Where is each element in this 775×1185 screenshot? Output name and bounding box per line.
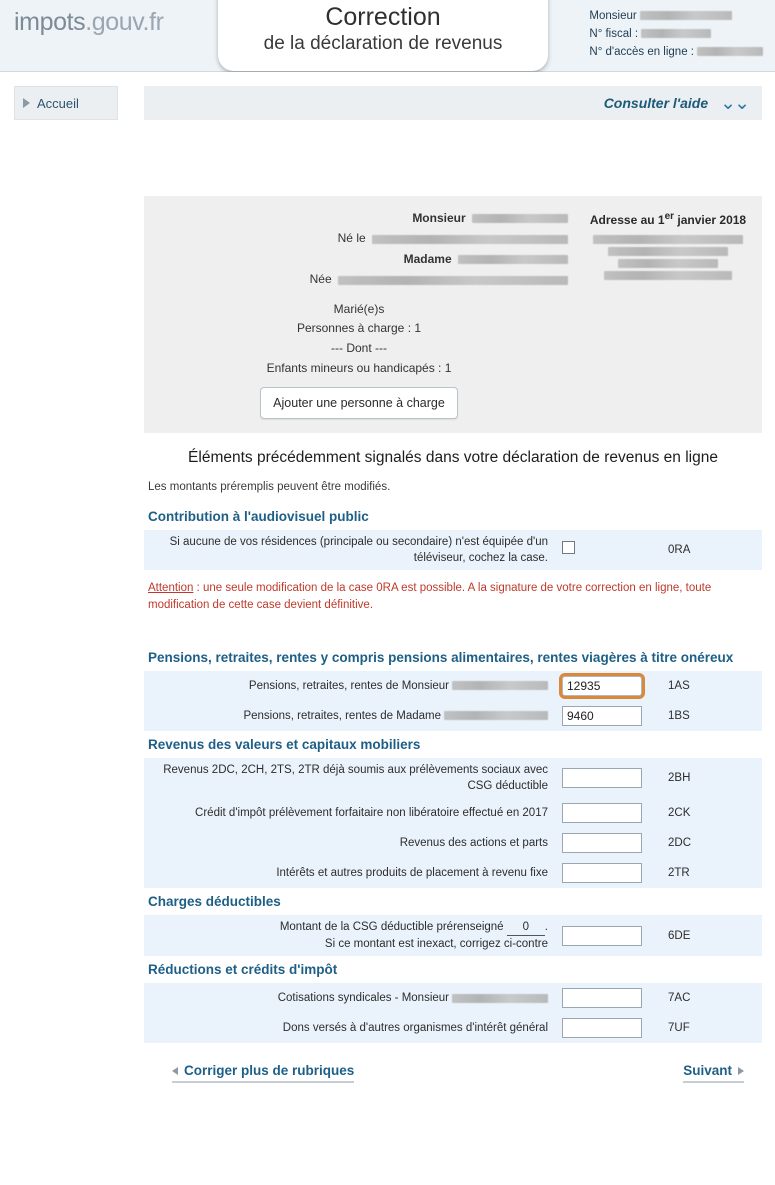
- warning-0ra: [144, 570, 762, 617]
- redacted-address-line-1: [593, 235, 743, 244]
- redacted-inline-name: [452, 994, 548, 1003]
- identity-center: [144, 300, 574, 420]
- identity-nee-row: [144, 269, 568, 289]
- row-label: Dons versés à d'autres organismes d'intérêt général: [282, 1022, 548, 1035]
- group-title-pensions: Pensions, retraites, rentes y compris pensions alimentaires, rentes viagères à titre onéreux: [148, 649, 734, 665]
- back-button[interactable]: [172, 1063, 354, 1083]
- group-title-valeurs: Revenus des valeurs et capitaux mobiliers: [148, 736, 421, 752]
- identity-nee-label: Née: [309, 272, 332, 287]
- input-2tr[interactable]: [562, 863, 642, 883]
- group-body-valeurs: [144, 758, 762, 888]
- user-access-label: N° d'accès en ligne :: [589, 45, 694, 58]
- row-label-text: Pensions, retraites, rentes de Madame: [243, 709, 441, 722]
- form-footer: [144, 1059, 762, 1099]
- nav-row: [0, 72, 775, 134]
- group-body-reductions: [144, 983, 762, 1043]
- group-title-reductions: Réductions et crédits d'impôt: [148, 962, 338, 978]
- row-label: Revenus 2DC, 2CH, 2TS, 2TR déjà soumis aux prélèvements sociaux avec CSG déductible: [163, 763, 548, 792]
- user-access-row: [589, 44, 763, 62]
- redacted-madame-name: [458, 255, 568, 264]
- table-row: [144, 1013, 762, 1043]
- row-label: Crédit d'impôt prélèvement forfaitaire non libératoire effectué en 2017: [195, 806, 548, 819]
- user-civility-row: [589, 8, 763, 26]
- group-title-audiovisuel: Contribution à l'audiovisuel public: [148, 509, 369, 525]
- row-field: [562, 803, 658, 823]
- table-row: [144, 858, 762, 888]
- user-fiscal-row: [589, 26, 763, 44]
- redacted-name: [640, 11, 732, 20]
- section-title: Éléments précédemment signalés dans votre déclaration de revenus en ligne: [144, 433, 762, 477]
- row-label: [144, 678, 562, 694]
- table-row: [144, 671, 762, 701]
- identity-monsieur-row: [144, 208, 568, 228]
- row-code: 2DC: [668, 837, 692, 850]
- row-field: [562, 833, 658, 853]
- redacted-birth-madame: [338, 276, 568, 285]
- checkbox-0ra[interactable]: [562, 541, 575, 554]
- row-label-line2: Si ce montant est inexact, corrigez ci-contre: [324, 938, 548, 951]
- logo-part-fr: .fr: [142, 8, 164, 36]
- next-label: Suivant: [683, 1063, 732, 1079]
- group-body-audiovisuel: [144, 530, 762, 570]
- row-label-part2: .: [544, 921, 548, 934]
- identity-madame-label: Madame: [403, 251, 452, 266]
- table-row: [144, 701, 762, 731]
- row-label: [144, 990, 562, 1006]
- table-row: [144, 983, 762, 1013]
- group-body-charges: [144, 915, 762, 956]
- warning-text: : une seule modification de la case 0RA est possible. A la signature de votre correction en ligne, toute modification de cette case devient définitive.: [148, 582, 712, 612]
- arrow-left-icon: [172, 1067, 178, 1075]
- accueil-label: Accueil: [37, 95, 79, 111]
- group-title-charges: Charges déductibles: [148, 894, 281, 910]
- row-field: [562, 988, 658, 1008]
- identity-ne-le-row: [144, 228, 568, 248]
- row-label-text: Cotisations syndicales - Monsieur: [277, 992, 449, 1005]
- redacted-monsieur-name: [472, 214, 568, 223]
- table-row: [144, 915, 762, 956]
- row-code: 2CK: [668, 807, 691, 820]
- row-label: [144, 919, 562, 952]
- identity-madame-row: [144, 249, 568, 269]
- help-bar[interactable]: [144, 86, 762, 120]
- redacted-inline-name: [444, 711, 548, 720]
- input-2ck[interactable]: [562, 803, 642, 823]
- row-label-text: Pensions, retraites, rentes de Monsieur: [248, 679, 449, 692]
- chevron-double-down-icon[interactable]: ⌄⌄: [720, 92, 748, 114]
- triangle-right-icon: [23, 98, 30, 108]
- redacted-address-line-2: [608, 247, 728, 256]
- row-field: [562, 1018, 658, 1038]
- row-label: Revenus des actions et parts: [399, 836, 548, 849]
- address-heading-suffix: janvier 2018: [674, 213, 747, 227]
- row-code: 7AC: [668, 992, 691, 1005]
- table-row: [144, 828, 762, 858]
- group-body-pensions: [144, 671, 762, 731]
- row-label: Si aucune de vos résidences (principale ou secondaire) n'est équipée d'un téléviseur, cochez la case.: [169, 536, 548, 565]
- next-button[interactable]: [683, 1063, 744, 1083]
- logo-part-impots: impots: [14, 8, 86, 36]
- input-7uf[interactable]: [562, 1018, 642, 1038]
- page-title-card: [218, 0, 548, 71]
- row-code: 1AS: [668, 679, 690, 692]
- input-2bh[interactable]: [562, 768, 642, 788]
- help-label: Consulter l'aide: [603, 95, 709, 111]
- redacted-birth-monsieur: [372, 235, 568, 244]
- page-header: [0, 0, 775, 72]
- row-code: 6DE: [668, 929, 691, 942]
- identity-panel: [144, 196, 762, 433]
- page-subtitle: de la déclaration de revenus: [263, 33, 503, 55]
- page-title: Correction: [325, 3, 441, 31]
- csg-prefilled-value: 0: [507, 919, 545, 936]
- row-label: Intérêts et autres produits de placement à revenu fixe: [276, 866, 548, 879]
- identity-monsieur-label: Monsieur: [412, 211, 466, 225]
- table-row: [144, 798, 762, 828]
- row-field: [562, 706, 658, 726]
- marital-status: Marié(e)s: [333, 301, 385, 316]
- row-code: 7UF: [668, 1022, 690, 1035]
- redacted-access-number: [697, 47, 763, 56]
- input-7ac[interactable]: [562, 988, 642, 1008]
- row-field: [562, 541, 658, 559]
- site-logo[interactable]: [14, 8, 164, 37]
- table-row: [144, 758, 762, 798]
- user-fiscal-label: N° fiscal :: [589, 27, 639, 40]
- table-row: [144, 530, 762, 570]
- arrow-right-icon: [738, 1067, 744, 1075]
- row-code: 0RA: [668, 544, 691, 557]
- row-code: 2TR: [668, 867, 690, 880]
- spacer: [144, 618, 762, 644]
- redacted-fiscal-number: [641, 29, 711, 38]
- sidebar-item-accueil[interactable]: [14, 86, 118, 120]
- user-info-block: [589, 8, 763, 61]
- row-field: [562, 768, 658, 788]
- input-1as[interactable]: [562, 676, 642, 696]
- dont-separator: --- Dont ---: [331, 341, 387, 356]
- address-block: [574, 208, 762, 283]
- input-1bs[interactable]: [562, 706, 642, 726]
- row-field: [562, 863, 658, 883]
- add-dependent-button[interactable]: Ajouter une personne à charge: [260, 387, 458, 420]
- row-code: 2BH: [668, 771, 691, 784]
- main-content: [144, 196, 762, 1099]
- warning-prefix: Attention: [148, 582, 194, 595]
- address-heading-sup: er: [664, 211, 675, 222]
- logo-part-gouv: .gouv: [85, 8, 143, 36]
- back-label: Corriger plus de rubriques: [184, 1063, 355, 1079]
- address-heading: [574, 208, 762, 232]
- address-heading-prefix: Adresse au 1: [589, 213, 665, 227]
- dependents-count: Personnes à charge : 1: [296, 321, 422, 336]
- row-label: [144, 708, 562, 724]
- input-6de[interactable]: [562, 926, 642, 946]
- user-civility-label: Monsieur: [589, 10, 637, 22]
- redacted-inline-name: [452, 681, 548, 690]
- input-2dc[interactable]: [562, 833, 642, 853]
- identity-left: [144, 208, 574, 290]
- row-field: [562, 926, 658, 946]
- redacted-address-line-4: [604, 271, 732, 280]
- minors-count: Enfants mineurs ou handicapés : 1: [266, 360, 452, 375]
- prefill-note: Les montants préremplis peuvent être modifiés.: [148, 481, 391, 494]
- row-code: 1BS: [668, 709, 690, 722]
- row-label-part1: Montant de la CSG déductible prérenseigné: [279, 921, 504, 934]
- identity-ne-le-label: Né le: [337, 231, 366, 246]
- row-field: [562, 676, 658, 696]
- redacted-address-line-3: [618, 259, 718, 268]
